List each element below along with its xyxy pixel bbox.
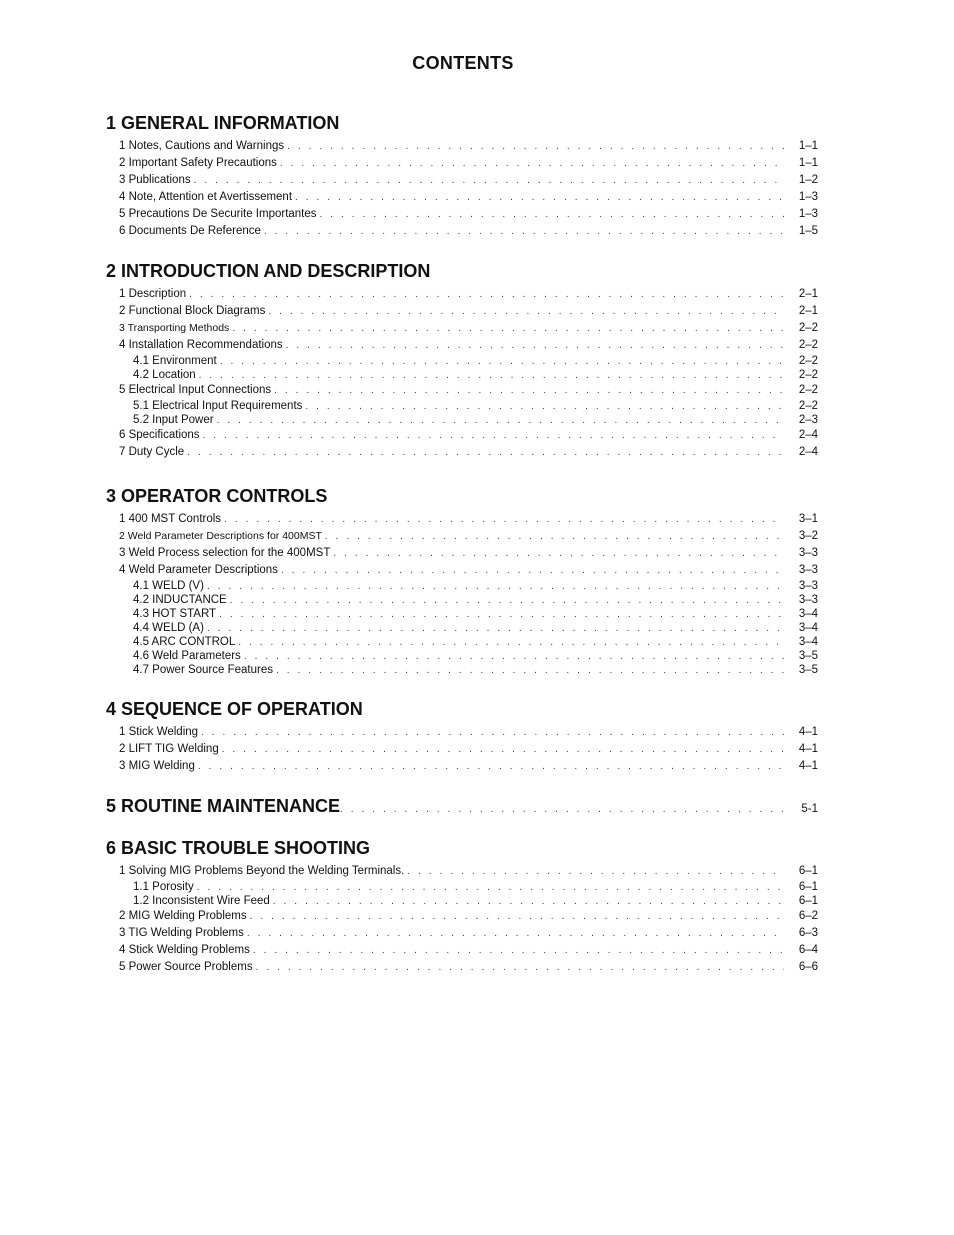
toc-entry[interactable]: 5 Precautions De Securite Importantes . . . 1–3 <box>106 206 818 223</box>
toc-entry[interactable]: 4 Note, Attention et Avertissement . . . 1–3 <box>106 189 818 206</box>
toc-subentry[interactable]: 4.5 ARC CONTROL . . . 3–4 <box>106 635 818 649</box>
section-operator-controls <box>106 485 818 677</box>
toc-subentry[interactable]: 4.1 Environment . . . 2–2 <box>106 354 818 368</box>
toc-subentry[interactable]: 1.1 Porosity . . . 6–1 <box>106 880 818 894</box>
section-heading: 6 BASIC TROUBLE SHOOTING <box>106 838 371 858</box>
section-routine-maintenance[interactable] <box>106 795 818 821</box>
section-heading: 5 ROUTINE MAINTENANCE <box>106 796 341 816</box>
toc-subentry[interactable]: 1.2 Inconsistent Wire Feed . . . 6–1 <box>106 894 818 908</box>
toc-entry[interactable]: 4 Installation Recommendations . . . 2–2 <box>106 337 818 354</box>
section-page: 5-1 <box>801 803 818 815</box>
toc-entry[interactable]: 4 Weld Parameter Descriptions . . . 3–3 <box>106 562 818 579</box>
toc-entry[interactable]: 2 Important Safety Precautions . . . 1–1 <box>106 155 818 172</box>
section-heading: 3 OPERATOR CONTROLS <box>106 486 328 506</box>
toc-entry[interactable]: 3 Publications . . . 1–2 <box>106 172 818 189</box>
toc-entry[interactable]: 7 Duty Cycle . . . 2–4 <box>106 444 818 461</box>
toc-entry[interactable]: 5 Electrical Input Connections . . . 2–2 <box>106 382 818 399</box>
toc-entry[interactable]: 3 Weld Process selection for the 400MST . . . 3–3 <box>106 545 818 562</box>
toc-entry[interactable]: 5 Power Source Problems . . . 6–6 <box>106 959 818 976</box>
toc-subentry[interactable]: 4.4 WELD (A) . . . 3–4 <box>106 621 818 635</box>
toc-entry[interactable]: 2 Weld Parameter Descriptions for 400MST . . . 3–2 <box>106 528 818 545</box>
toc-entry[interactable]: 2 LIFT TIG Welding . . . 4–1 <box>106 741 818 758</box>
toc-subentry[interactable]: 4.7 Power Source Features . . . 3–5 <box>106 663 818 677</box>
toc-entry[interactable]: 1 Stick Welding . . . 4–1 <box>106 724 818 741</box>
section-introduction-and-description <box>106 260 818 461</box>
section-basic-trouble-shooting <box>106 837 818 976</box>
toc-entry[interactable]: 3 Transporting Methods . . . 2–2 <box>106 320 818 337</box>
toc-entry[interactable]: 4 Stick Welding Problems . . . 6–4 <box>106 942 818 959</box>
toc-subentry[interactable]: 4.1 WELD (V) . . . 3–3 <box>106 579 818 593</box>
toc-entry[interactable]: 3 MIG Welding . . . 4–1 <box>106 758 818 775</box>
section-heading: 1 GENERAL INFORMATION <box>106 113 340 133</box>
toc-entry[interactable]: 1 Solving MIG Problems Beyond the Welding Terminals. . . . 6–1 <box>106 863 818 880</box>
contents-title: CONTENTS <box>412 53 514 73</box>
toc-subentry[interactable]: 4.2 INDUCTANCE . . . 3–3 <box>106 593 818 607</box>
section-heading: 4 SEQUENCE OF OPERATION <box>106 699 363 719</box>
toc-entry[interactable]: 1 Notes, Cautions and Warnings . . . 1–1 <box>106 138 818 155</box>
section-heading: 2 INTRODUCTION AND DESCRIPTION <box>106 261 431 281</box>
toc-subentry[interactable]: 4.6 Weld Parameters . . . 3–5 <box>106 649 818 663</box>
toc-subentry[interactable]: 5.1 Electrical Input Requirements . . . 2–2 <box>106 399 818 413</box>
toc-entry[interactable]: 1 Description . . . 2–1 <box>106 286 818 303</box>
toc-subentry[interactable]: 4.2 Location . . . 2–2 <box>106 368 818 382</box>
toc-entry[interactable]: 2 MIG Welding Problems . . . 6–2 <box>106 908 818 925</box>
toc-entry[interactable]: 6 Documents De Reference . . . 1–5 <box>106 223 818 240</box>
toc-entry[interactable]: 2 Functional Block Diagrams . . . 2–1 <box>106 303 818 320</box>
toc-subentry[interactable]: 5.2 Input Power . . . 2–3 <box>106 413 818 427</box>
toc-entry[interactable]: 6 Specifications . . . 2–4 <box>106 427 818 444</box>
toc-subentry[interactable]: 4.3 HOT START . . . 3–4 <box>106 607 818 621</box>
toc-entry[interactable]: 3 TIG Welding Problems . . . 6–3 <box>106 925 818 942</box>
section-sequence-of-operation <box>106 698 818 775</box>
section-general-information <box>106 112 818 240</box>
toc-entry[interactable]: 1 400 MST Controls . . . 3–1 <box>106 511 818 528</box>
